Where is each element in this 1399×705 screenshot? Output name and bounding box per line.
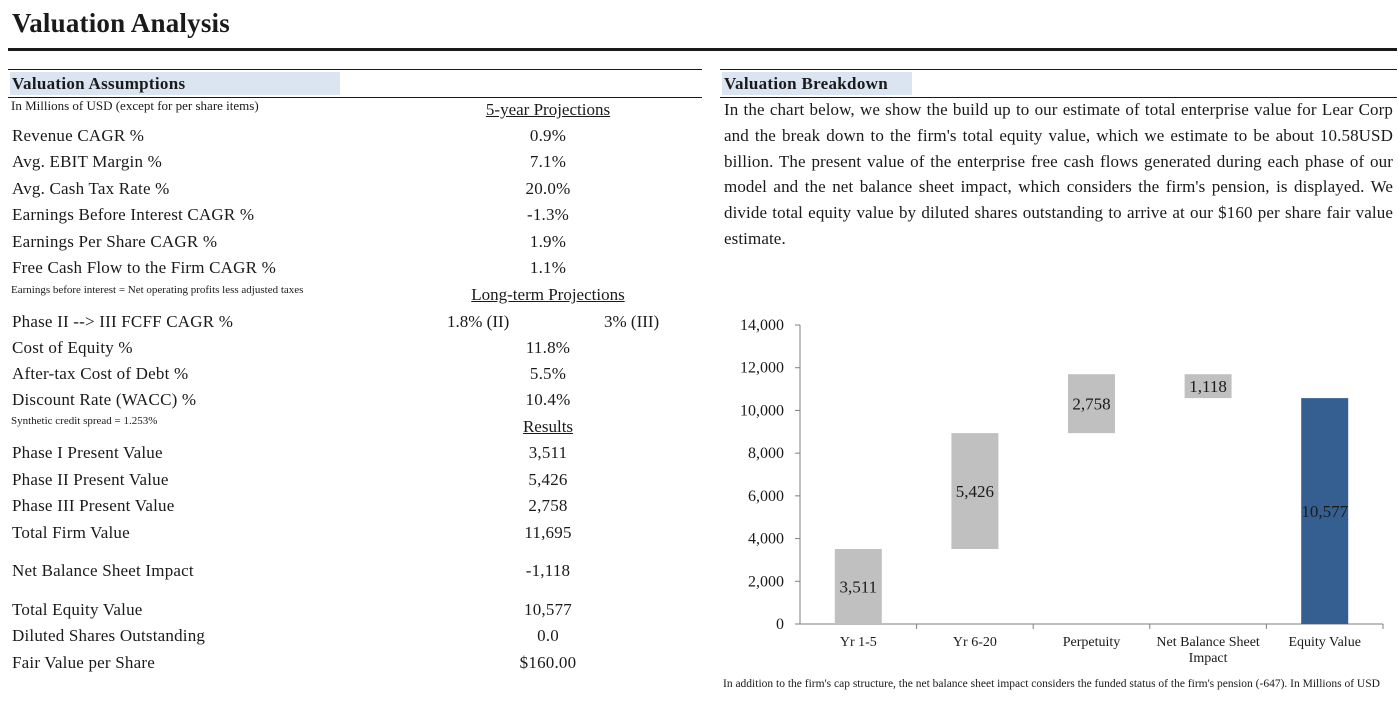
row-label-phase-iii-pv: Phase III Present Value <box>12 496 175 515</box>
row-label-fair-value: Fair Value per Share <box>12 653 155 672</box>
row-value-eps-cagr: 1.9% <box>529 232 567 251</box>
row-value-cash-tax-rate: 20.0% <box>525 179 571 198</box>
x-tick-label: Net Balance Sheet <box>1156 635 1260 650</box>
title-divider <box>8 48 1397 51</box>
x-tick-label: Yr 1-5 <box>839 635 877 650</box>
bar-value-label: 10,577 <box>1301 502 1349 522</box>
y-tick-label: 0 <box>776 616 784 633</box>
y-tick-label: 6,000 <box>748 487 784 505</box>
y-tick-label: 2,000 <box>748 573 784 591</box>
row-value-revenue-cagr: 0.9% <box>529 126 567 145</box>
bar-value-label: 2,758 <box>1072 394 1111 414</box>
ebi-definition-note: Earnings before interest = Net operating profits less adjusted taxes <box>11 284 304 296</box>
row-label-total-equity-value: Total Equity Value <box>12 600 143 619</box>
assumptions-header-text: Valuation Assumptions <box>12 74 186 93</box>
row-label-cash-tax-rate: Avg. Cash Tax Rate % <box>12 179 170 198</box>
waterfall-chart <box>720 305 1395 675</box>
page-title: Valuation Analysis <box>12 8 230 38</box>
y-tick-label: 4,000 <box>748 530 784 548</box>
row-label-phase-cagr: Phase II --> III FCFF CAGR % <box>12 312 234 331</box>
assumptions-header <box>8 69 702 98</box>
breakdown-description: In the chart below, we show the build up to our estimate of total enterprise value for Lear Corp and the break down to the firm's total equity value, which we estimate to be about 10.58USD billion. The present value of the enterprise free cash flows generated during each phase of our model and the net balance sheet impact, which considers the firm's pension, is displayed. We divide total equity value by diluted shares outstanding to arrive at our $160 per share fair value estimate. <box>724 100 1393 248</box>
row-value-cost-of-equity: 11.8% <box>525 338 571 357</box>
row-value-ebit-margin: 7.1% <box>529 152 567 171</box>
x-tick-label: Impact <box>1188 651 1228 666</box>
y-tick-label: 8,000 <box>748 445 784 463</box>
row-value-phase-i-pv: 3,511 <box>528 443 568 462</box>
row-value-phase-iii: 3% (III) <box>604 312 660 331</box>
bar-value-label: 3,511 <box>839 577 878 597</box>
row-value-fair-value: $160.00 <box>519 653 577 672</box>
credit-spread-note: Synthetic credit spread = 1.253% <box>11 415 158 427</box>
x-tick-label: Yr 6-20 <box>952 635 997 650</box>
units-note: In Millions of USD (except for per share items) <box>11 98 259 113</box>
row-label-cost-of-debt: After-tax Cost of Debt % <box>12 364 189 383</box>
row-value-cost-of-debt: 5.5% <box>529 364 567 383</box>
row-label-revenue-cagr: Revenue CAGR % <box>12 126 145 145</box>
row-value-total-equity-value: 10,577 <box>524 600 572 619</box>
breakdown-header <box>720 69 1397 98</box>
row-value-ebi-cagr: -1.3% <box>526 205 570 224</box>
chart-footnote: In addition to the firm's cap structure, the net balance sheet impact considers the funded status of the firm's pension (-647). In Millions of USD <box>723 678 1380 690</box>
row-value-total-firm-value: 11,695 <box>524 523 572 542</box>
y-tick-label: 12,000 <box>740 359 784 377</box>
row-label-fcff-cagr: Free Cash Flow to the Firm CAGR % <box>12 258 276 277</box>
row-label-phase-i-pv: Phase I Present Value <box>12 443 163 462</box>
results-header: Results <box>522 417 574 436</box>
row-label-eps-cagr: Earnings Per Share CAGR % <box>12 232 218 251</box>
y-tick-label: 10,000 <box>740 402 784 420</box>
row-label-ebit-margin: Avg. EBIT Margin % <box>12 152 162 171</box>
five-year-projections-header: 5-year Projections <box>485 100 611 119</box>
y-tick-label: 14,000 <box>740 317 784 334</box>
row-label-phase-ii-pv: Phase II Present Value <box>12 470 169 489</box>
bar-value-label: 1,118 <box>1189 377 1227 397</box>
x-tick-label: Equity Value <box>1288 635 1361 650</box>
row-value-wacc: 10.4% <box>525 390 571 409</box>
row-value-net-balance-sheet: -1,118 <box>525 561 571 580</box>
row-label-total-firm-value: Total Firm Value <box>12 523 130 542</box>
row-value-fcff-cagr: 1.1% <box>529 258 567 277</box>
row-label-wacc: Discount Rate (WACC) % <box>12 390 197 409</box>
row-value-diluted-shares: 0.0 <box>537 626 559 645</box>
bar-value-label: 5,426 <box>955 482 995 502</box>
long-term-projections-header: Long-term Projections <box>471 285 625 304</box>
row-label-diluted-shares: Diluted Shares Outstanding <box>12 626 206 645</box>
row-label-net-balance-sheet: Net Balance Sheet Impact <box>12 561 194 580</box>
row-value-phase-ii-pv: 5,426 <box>528 470 568 489</box>
row-label-cost-of-equity: Cost of Equity % <box>12 338 133 357</box>
x-tick-label: Perpetuity <box>1062 635 1121 650</box>
row-value-phase-ii: 1.8% (II) <box>447 312 510 331</box>
row-value-phase-iii-pv: 2,758 <box>528 496 568 515</box>
breakdown-header-text: Valuation Breakdown <box>724 74 888 93</box>
row-label-ebi-cagr: Earnings Before Interest CAGR % <box>12 205 255 224</box>
